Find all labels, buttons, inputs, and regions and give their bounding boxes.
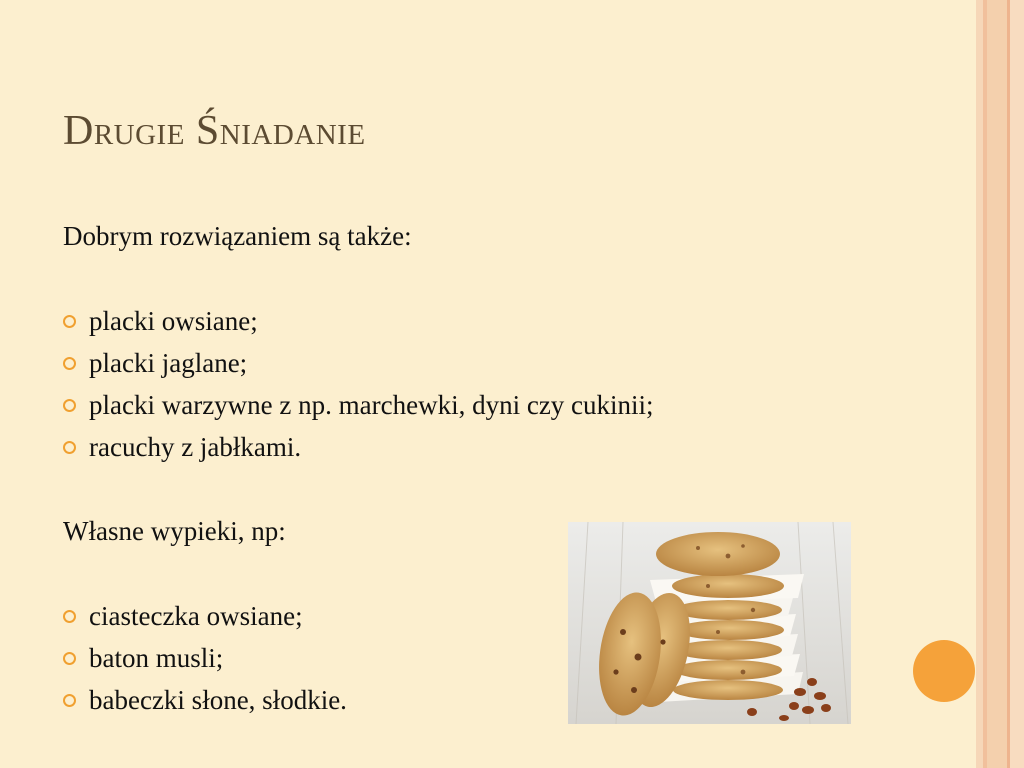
list-item	[63, 388, 654, 430]
stripe	[1010, 0, 1024, 768]
list-item	[63, 430, 654, 472]
oatmeal-cookies-photo	[568, 522, 851, 724]
list-item	[63, 599, 347, 641]
intro-text: Dobrym rozwiązaniem są także:	[63, 221, 412, 251]
baked-goods-list	[63, 599, 347, 725]
subheading-text: Własne wypieki, np:	[63, 516, 286, 546]
list-item-text: babeczki słone, słodkie.	[89, 685, 347, 715]
orange-accent-circle	[913, 640, 975, 702]
pancake-options-list	[63, 304, 654, 472]
bullet-circle-icon	[63, 315, 76, 328]
bullet-circle-icon	[63, 610, 76, 623]
bullet-circle-icon	[63, 357, 76, 370]
bullet-circle-icon	[63, 652, 76, 665]
list-item-text: ciasteczka owsiane;	[89, 601, 303, 631]
bullet-circle-icon	[63, 694, 76, 707]
list-item-text: racuchy z jabłkami.	[89, 432, 302, 462]
stripe	[987, 0, 1007, 768]
list-item	[63, 641, 347, 683]
list-item	[63, 304, 654, 346]
list-item-text: placki owsiane;	[89, 306, 258, 336]
list-item-text: placki warzywne z np. marchewki, dyni czy cukinii;	[89, 390, 654, 420]
list-item-text: baton musli;	[89, 643, 224, 673]
list-item-text: placki jaglane;	[89, 348, 248, 378]
bullet-circle-icon	[63, 441, 76, 454]
list-item	[63, 346, 654, 388]
list-item	[63, 683, 347, 725]
decorative-side-stripes	[976, 0, 1024, 768]
stripe	[976, 0, 983, 768]
slide-title: Drugie Śniadanie	[63, 108, 366, 154]
bullet-circle-icon	[63, 399, 76, 412]
